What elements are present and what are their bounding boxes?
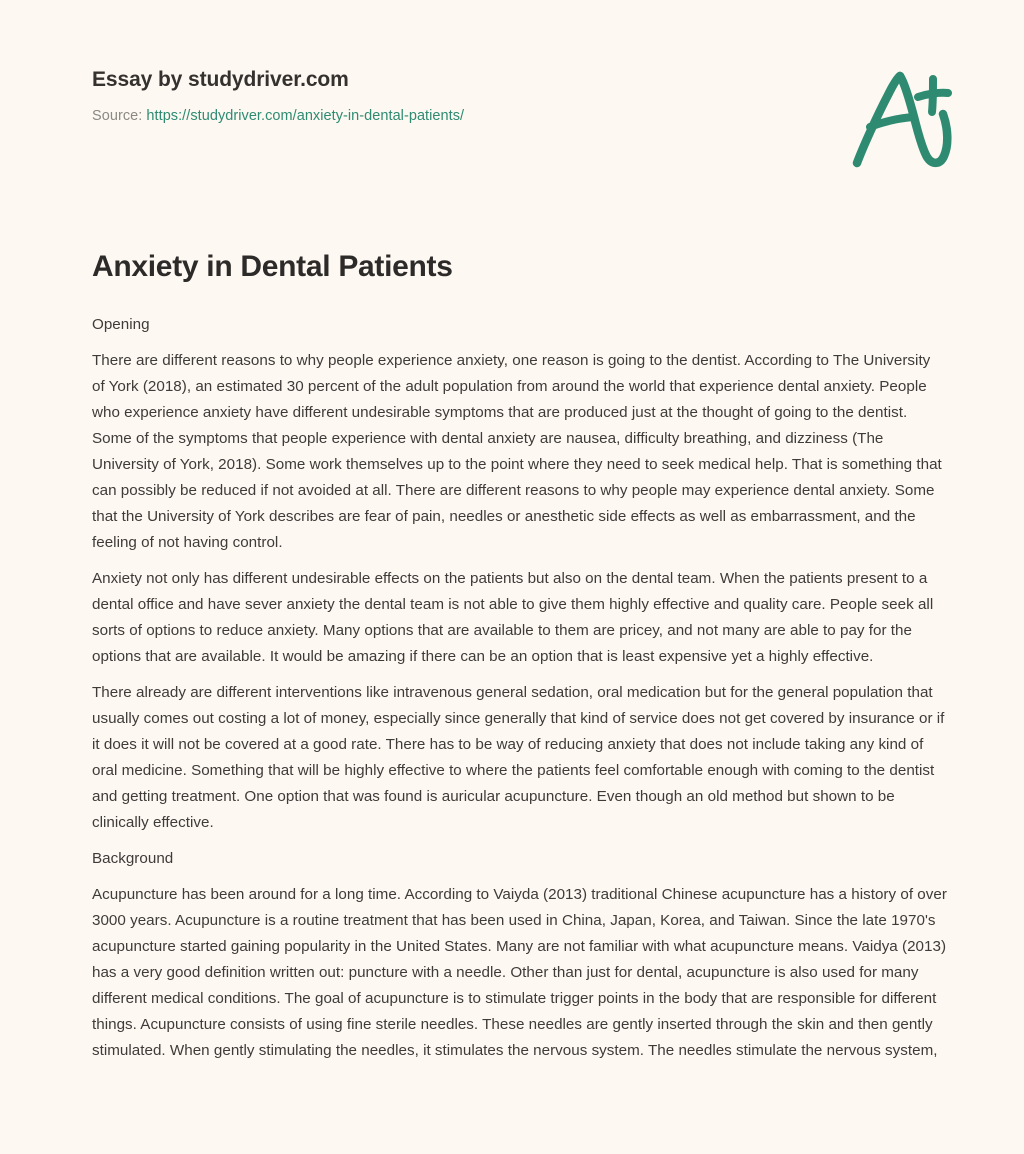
brand-heading: Essay by studydriver.com	[92, 68, 349, 91]
source-url-link[interactable]: https://studydriver.com/anxiety-in-dental-patients/	[146, 108, 465, 124]
page-header	[92, 66, 964, 126]
body-paragraph: Anxiety not only has different undesirable effects on the patients but also on the dental team. When the patients present to a dental office and have sever anxiety the dental team is not able to give them highly effective and quality care. People seek all sorts of options to reduce anxiety. Many options that are available to them are pricey, and not many are able to pay for the options that are available. It would be amazing if there can be an option that is least expensive yet a highly effective.	[92, 570, 934, 665]
body-paragraph: There already are different interventions like intravenous general sedation, oral medication but for the general population that usually comes out costing a lot of money, especially since generally that kind of service does not get covered by insurance or if it does it will not be covered at a good rate. There has to be way of reducing anxiety that does not include taking any kind of oral medicine. Something that will be highly effective to where the patients feel comfortable enough with coming to the dentist and getting treatment. One option that was found is auricular acupuncture. Even though an old method but shown to be clinically effective.	[92, 684, 945, 831]
section-heading: Opening	[92, 316, 150, 333]
source-line	[92, 106, 964, 126]
section-heading: Background	[92, 850, 174, 867]
body-paragraph: Acupuncture has been around for a long time. According to Vaiyda (2013) traditional Chinese acupuncture has a history of over 3000 years. Acupuncture is a routine treatment that has been used in China, Japan, Korea, and Taiwan. Since the late 1970's acupuncture started gaining popularity in the United States. Many are not familiar with what acupuncture means. Vaidya (2013) has a very good definition written out: puncture with a needle. Other than just for dental, acupuncture is also used for many different medical conditions. The goal of acupuncture is to stimulate trigger points in the body that are responsible for different things. Acupuncture consists of using fine sterile needles. These needles are gently inserted through the skin and then gently stimulated. When gently stimulating the needles, it stimulates the nervous system. The needles stimulate the nervous system,	[92, 886, 947, 1059]
essay-body	[92, 312, 947, 1064]
a-plus-logo-icon	[844, 64, 962, 172]
body-paragraph: There are different reasons to why people experience anxiety, one reason is going to the dentist. According to The University of York (2018), an estimated 30 percent of the adult population from around the world that experience dental anxiety. People who experience anxiety have different undesirable symptoms that are produced just at the thought of going to the dentist. Some of the symptoms that people experience with dental anxiety are nausea, difficulty breathing, and dizziness (The University of York, 2018). Some work themselves up to the point where they need to seek medical help. That is something that can possibly be reduced if not avoided at all. There are different reasons to why people may experience dental anxiety. Some that the University of York describes are fear of pain, needles or anesthetic side effects as well as embarrassment, and the feeling of not having control.	[92, 352, 942, 551]
source-label: Source:	[92, 108, 143, 124]
page-title: Anxiety in Dental Patients	[92, 250, 453, 283]
